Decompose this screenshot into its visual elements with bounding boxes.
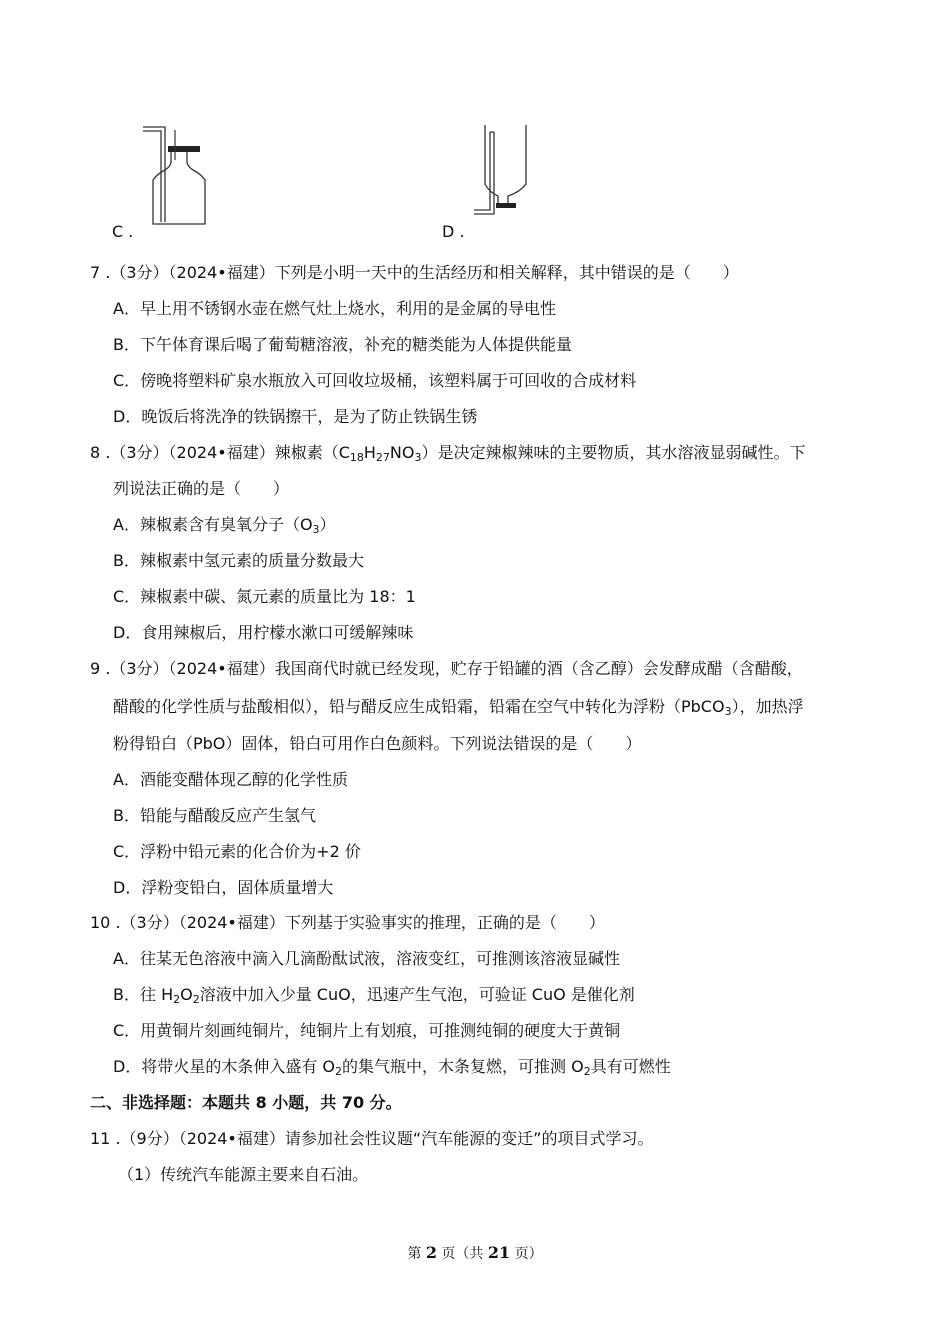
q10-stem: 10 .（3分）（2024•福建）下列基于实验事实的推理，正确的是（ ） — [90, 913, 605, 932]
q9-stem-line3: 粉得铅白（PbO）固体，铅白可用作白色颜料。下列说法错误的是（ ） — [113, 734, 642, 753]
q9-option-b: B．铅能与醋酸反应产生氢气 — [113, 806, 316, 825]
q7-option-b: B．下午体育课后喝了葡萄糖溶液，补充的糖类能为人体提供能量 — [113, 335, 572, 354]
q8-option-d: D．食用辣椒后，用柠檬水漱口可缓解辣味 — [113, 623, 414, 642]
q10-option-b: B．往 $H_2O_2$溶液中加入少量 CuO，迅速产生气泡，可验证 CuO 是催化剂 — [113, 985, 635, 1006]
q8-option-c: C．辣椒素中碳、氮元素的质量比为 18：1 — [113, 587, 416, 606]
q9-option-d: D．浮粉变铅白，固体质量增大 — [113, 878, 334, 897]
q10-option-c: C．用黄铜片刻画纯铜片，纯铜片上有划痕，可推测纯铜的硬度大于黄铜 — [113, 1021, 621, 1040]
section-heading: 二、非选择题：本题共 8 小题，共 70 分。 — [90, 1093, 402, 1112]
q10-option-a: A．往某无色溶液中滴入几滴酚酞试液，溶液变红，可推测该溶液显碱性 — [113, 949, 620, 968]
apparatus-figures — [0, 110, 950, 245]
page-number: 2 — [425, 1243, 437, 1262]
q9-option-c: C．浮粉中铅元素的化合价为+2 价 — [113, 842, 361, 861]
q11-sub1: （1）传统汽车能源主要来自石油。 — [118, 1165, 369, 1184]
gas-bottle-d-figure — [468, 120, 538, 230]
figure-c-label: C . — [112, 222, 134, 241]
q9-stem: 9 .（3分）（2024•福建）我国商代时就已经发现，贮存于铅罐的酒（含乙醇）会发酵成醋（含醋酸， — [90, 659, 803, 678]
q8-option-a: A．辣椒素含有臭氧分子$(O_3)$ — [113, 515, 336, 536]
page-total: 21 — [487, 1243, 511, 1262]
q7-stem: 7 .（3分）（2024•福建）下列是小明一天中的生活经历和相关解释，其中错误的是（ ） — [90, 263, 739, 282]
q9-stem-line2: 醋酸的化学性质与盐酸相似），铅与醋反应生成铅霜，铅霜在空气中转化为浮粉（PbCO$_3$），加热浮 — [113, 697, 804, 718]
q7-option-c: C．傍晚将塑料矿泉水瓶放入可回收垃圾桶，该塑料属于可回收的合成材料 — [113, 371, 637, 390]
gas-bottle-c-figure — [135, 120, 215, 230]
q7-option-d: D．晚饭后将洗净的铁锅擦干，是为了防止铁锅生锈 — [113, 407, 478, 426]
q9-option-a: A．酒能变醋体现乙醇的化学性质 — [113, 770, 348, 789]
page-footer: 第 2 页（共 21 页） — [407, 1243, 543, 1262]
q10-option-d: D．将带火星的木条伸入盛有 $O_2$的集气瓶中，木条复燃，可推测 $O_2$具有可燃性 — [113, 1057, 671, 1078]
q8-stem-line2: 列说法正确的是（ ） — [113, 479, 290, 498]
q8-option-b: B．辣椒素中氢元素的质量分数最大 — [113, 551, 364, 570]
q11-stem: 11 .（9分）（2024•福建）请参加社会性议题“汽车能源的变迁”的项目式学习。 — [90, 1129, 654, 1148]
q7-option-a: A．早上用不锈钢水壶在燃气灶上烧水，利用的是金属的导电性 — [113, 299, 556, 318]
q8-stem: 8 .（3分）（2024•福建）辣椒素$(C_{18}H_{27}NO_3)$是决定辣椒辣味的主要物质，其水溶液显弱碱性。下 — [90, 443, 806, 464]
figure-d-label: D . — [442, 222, 465, 241]
